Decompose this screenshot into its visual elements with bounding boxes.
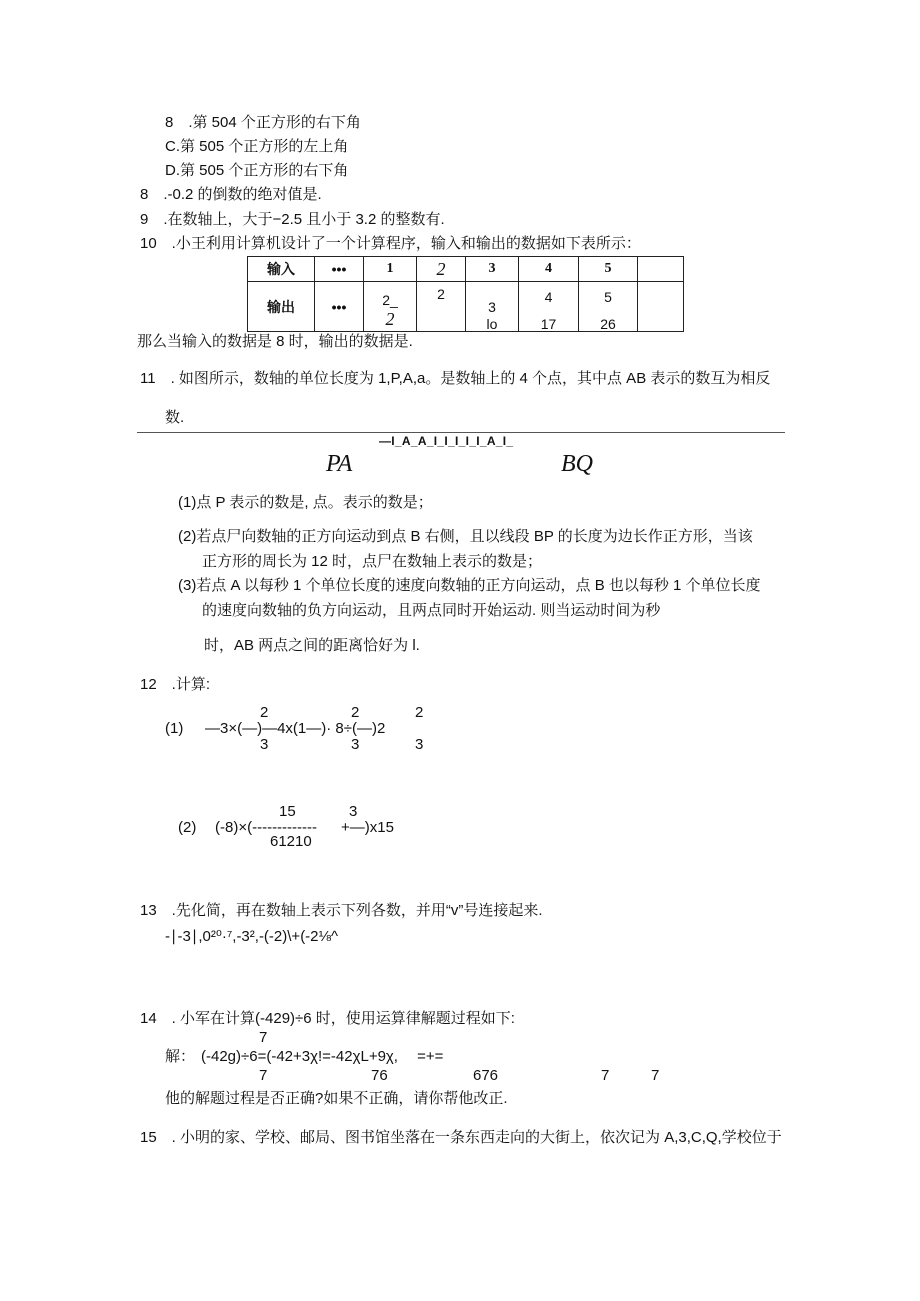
input-ellipsis: ••• bbox=[315, 257, 364, 282]
output-numerator: 3 bbox=[488, 299, 496, 315]
input-cell: 2 bbox=[417, 257, 466, 282]
question-11: 11 . 如图所示，数轴的单位长度为 1,P,A,a。是数轴上的 4 个点，其中点 AB 表示的数互为相反 bbox=[140, 370, 771, 387]
point-labels-bq: BQ bbox=[561, 451, 593, 477]
number-line bbox=[137, 432, 785, 433]
output-numerator: 4 bbox=[544, 289, 553, 305]
question-15: 15 . 小明的家、学校、邮局、图书馆坐落在一条东西走向的大街上，依次记为 A,3,C,Q,学校位于 bbox=[140, 1129, 782, 1146]
q11-sub3: (3)若点 A 以每秒 1 个单位长度的速度向数轴的正方向运动，点 B 也以每秒 1 个单位长度 bbox=[178, 577, 761, 594]
output-denominator: 26 bbox=[600, 316, 616, 332]
q11-sub2-cont: 正方形的周长为 12 时，点尸在数轴上表示的数是； bbox=[202, 553, 543, 570]
output-cell bbox=[579, 282, 638, 332]
q13-expression: -∣-3∣,0²⁰·⁷,-3²,-(-2)\+(-2⅛^ bbox=[165, 928, 339, 945]
output-numerator: 2_ bbox=[382, 292, 398, 308]
question-8: 8 .-0.2 的倒数的绝对值是. bbox=[140, 186, 322, 203]
part-2-expression: (-8)×(------------- bbox=[215, 819, 318, 836]
output-cell bbox=[364, 282, 417, 332]
q14-followup: 他的解题过程是否正确?如果不正确，请你帮他改正. bbox=[165, 1090, 508, 1107]
input-cell: 1 bbox=[364, 257, 417, 282]
question-14: 14 . 小军在计算(-429)÷6 时，使用运算律解题过程如下: bbox=[140, 1010, 515, 1027]
fraction-numerator: 15 bbox=[279, 803, 296, 820]
output-denominator: lo bbox=[486, 316, 498, 332]
fraction-denominator: 61210 bbox=[270, 833, 312, 850]
io-table bbox=[247, 256, 684, 332]
fraction-numerator: 2 bbox=[351, 704, 360, 721]
q7-option-c: C.第 505 个正方形的左上角 bbox=[165, 138, 349, 155]
output-cell bbox=[466, 282, 519, 332]
q7-option-b: 8 .第 504 个正方形的右下角 bbox=[165, 114, 361, 131]
input-cell: 3 bbox=[466, 257, 519, 282]
fraction-denominator: 676 bbox=[473, 1067, 499, 1084]
output-ellipsis: ••• bbox=[315, 282, 364, 332]
input-cell: 4 bbox=[519, 257, 579, 282]
q7-option-d: D.第 505 个正方形的右下角 bbox=[165, 162, 349, 179]
q11-sub1: (1)点 P 表示的数是, 点。表示的数是； bbox=[178, 494, 433, 511]
output-cell bbox=[519, 282, 579, 332]
output-numerator: 2 bbox=[437, 286, 445, 302]
output-numerator: 5 bbox=[604, 289, 612, 305]
part-1-expression: —3×(—)—4x(1—)· 8÷(—)2 bbox=[205, 720, 386, 737]
question-13: 13 .先化简，再在数轴上表示下列各数，并用“v”号连接起来. bbox=[140, 902, 543, 919]
solution-label: 解： bbox=[165, 1048, 196, 1065]
fraction-numerator: 7 bbox=[259, 1029, 268, 1046]
fraction-numerator: 3 bbox=[349, 803, 358, 820]
fraction-denominator: 7 bbox=[651, 1067, 660, 1084]
number-line-ticks: —I_A_A_I_I_I_I_I_A_I_ bbox=[379, 434, 514, 448]
q11-sub3-cont2: 时，AB 两点之间的距离恰好为 l. bbox=[204, 637, 420, 654]
output-cell bbox=[417, 282, 466, 332]
question-12: 12 .计算: bbox=[140, 676, 211, 693]
q11-sub3-cont: 的速度向数轴的负方向运动，且两点同时开始运动. 则当运动时间为秒 bbox=[202, 602, 661, 619]
question-10-followup: 那么当输入的数据是 8 时，输出的数据是. bbox=[137, 333, 413, 350]
q11-sub2: (2)若点尸向数轴的正方向运动到点 B 右侧，且以线段 BP 的长度为边长作正方形，当该 bbox=[178, 528, 753, 545]
part-2-label: (2) bbox=[178, 819, 197, 836]
output-denominator: 17 bbox=[540, 316, 557, 332]
fraction-numerator: 2 bbox=[415, 704, 424, 721]
fraction-denominator: 3 bbox=[351, 736, 360, 753]
fraction-denominator: 3 bbox=[260, 736, 269, 753]
input-row-label: 输入 bbox=[248, 257, 315, 282]
question-11-cont: 数. bbox=[165, 409, 185, 426]
fraction-denominator: 76 bbox=[371, 1067, 388, 1084]
fraction-numerator: 2 bbox=[260, 704, 269, 721]
fraction-denominator: 7 bbox=[259, 1067, 268, 1084]
question-9: 9 .在数轴上，大于−2.5 且小于 3.2 的整数有. bbox=[140, 211, 445, 228]
output-denominator: 2 bbox=[385, 309, 395, 329]
fraction-denominator: 3 bbox=[415, 736, 424, 753]
output-row-label: 输出 bbox=[248, 282, 315, 332]
question-10: 10 .小王利用计算机设计了一个计算程序，输入和输出的数据如下表所示： bbox=[140, 235, 641, 252]
input-cell-empty bbox=[638, 257, 684, 282]
fraction-denominator: 7 bbox=[601, 1067, 610, 1084]
input-cell: 5 bbox=[579, 257, 638, 282]
output-cell-empty bbox=[638, 282, 684, 332]
part-2-expression-end: +—)x15 bbox=[341, 819, 394, 836]
part-1-label: (1) bbox=[165, 720, 184, 737]
point-labels-pa: PA bbox=[326, 451, 353, 477]
solution-expression: (-42g)÷6=(-42+3χ!=-42χL+9χ, =+= bbox=[201, 1048, 444, 1065]
